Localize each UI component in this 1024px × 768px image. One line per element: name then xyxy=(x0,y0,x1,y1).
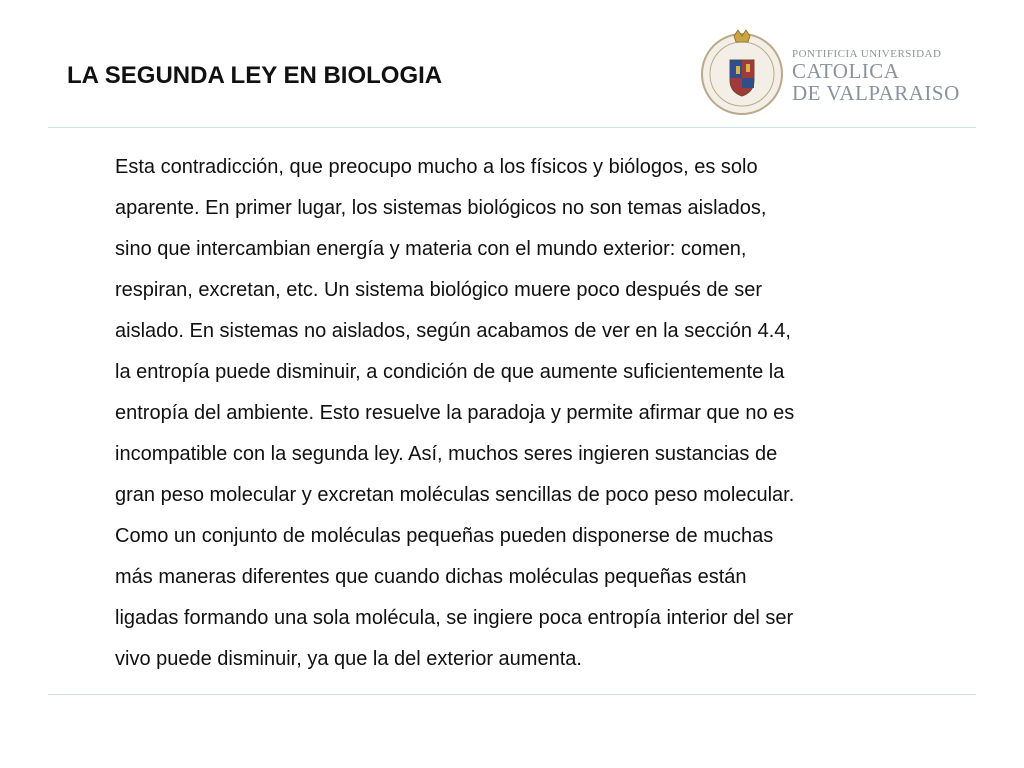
body-line: aparente. En primer lugar, los sistemas biológicos no son temas aislados, xyxy=(115,197,767,219)
body-line: gran peso molecular y excretan moléculas sencillas de poco peso molecular. xyxy=(115,484,795,506)
logo-line-2: CATOLICA xyxy=(792,59,900,83)
slide-title: LA SEGUNDA LEY EN BIOLOGIA xyxy=(67,62,443,89)
bottom-divider xyxy=(48,694,976,695)
body-line: vivo puede disminuir, ya que la del exterior aumenta. xyxy=(115,648,582,670)
body-line: ligadas formando una sola molécula, se ingiere poca entropía interior del ser xyxy=(115,607,794,629)
university-logo xyxy=(700,24,980,120)
body-line: entropía del ambiente. Esto resuelve la paradoja y permite afirmar que no es xyxy=(115,402,795,424)
body-line: sino que intercambian energía y materia con el mundo exterior: comen, xyxy=(115,238,747,260)
body-line: la entropía puede disminuir, a condición de que aumente suficientemente la xyxy=(115,361,785,383)
logo-wordmark xyxy=(792,48,960,104)
top-divider xyxy=(48,127,976,128)
body-line: Esta contradicción, que preocupo mucho a los físicos y biólogos, es solo xyxy=(115,156,758,178)
logo-line-3: DE VALPARAISO xyxy=(792,81,960,105)
body-line: Como un conjunto de moléculas pequeñas pueden disponerse de muchas xyxy=(115,525,774,547)
body-line: incompatible con la segunda ley. Así, muchos seres ingieren sustancias de xyxy=(115,443,778,465)
body-line: aislado. En sistemas no aislados, según acabamos de ver en la sección 4.4, xyxy=(115,320,791,342)
body-line: respiran, excretan, etc. Un sistema biológico muere poco después de ser xyxy=(115,279,763,301)
body-paragraph xyxy=(115,147,905,680)
body-line: más maneras diferentes que cuando dichas moléculas pequeñas están xyxy=(115,566,747,588)
logo-line-1: PONTIFICIA UNIVERSIDAD xyxy=(792,48,942,60)
university-seal-icon xyxy=(700,24,784,120)
